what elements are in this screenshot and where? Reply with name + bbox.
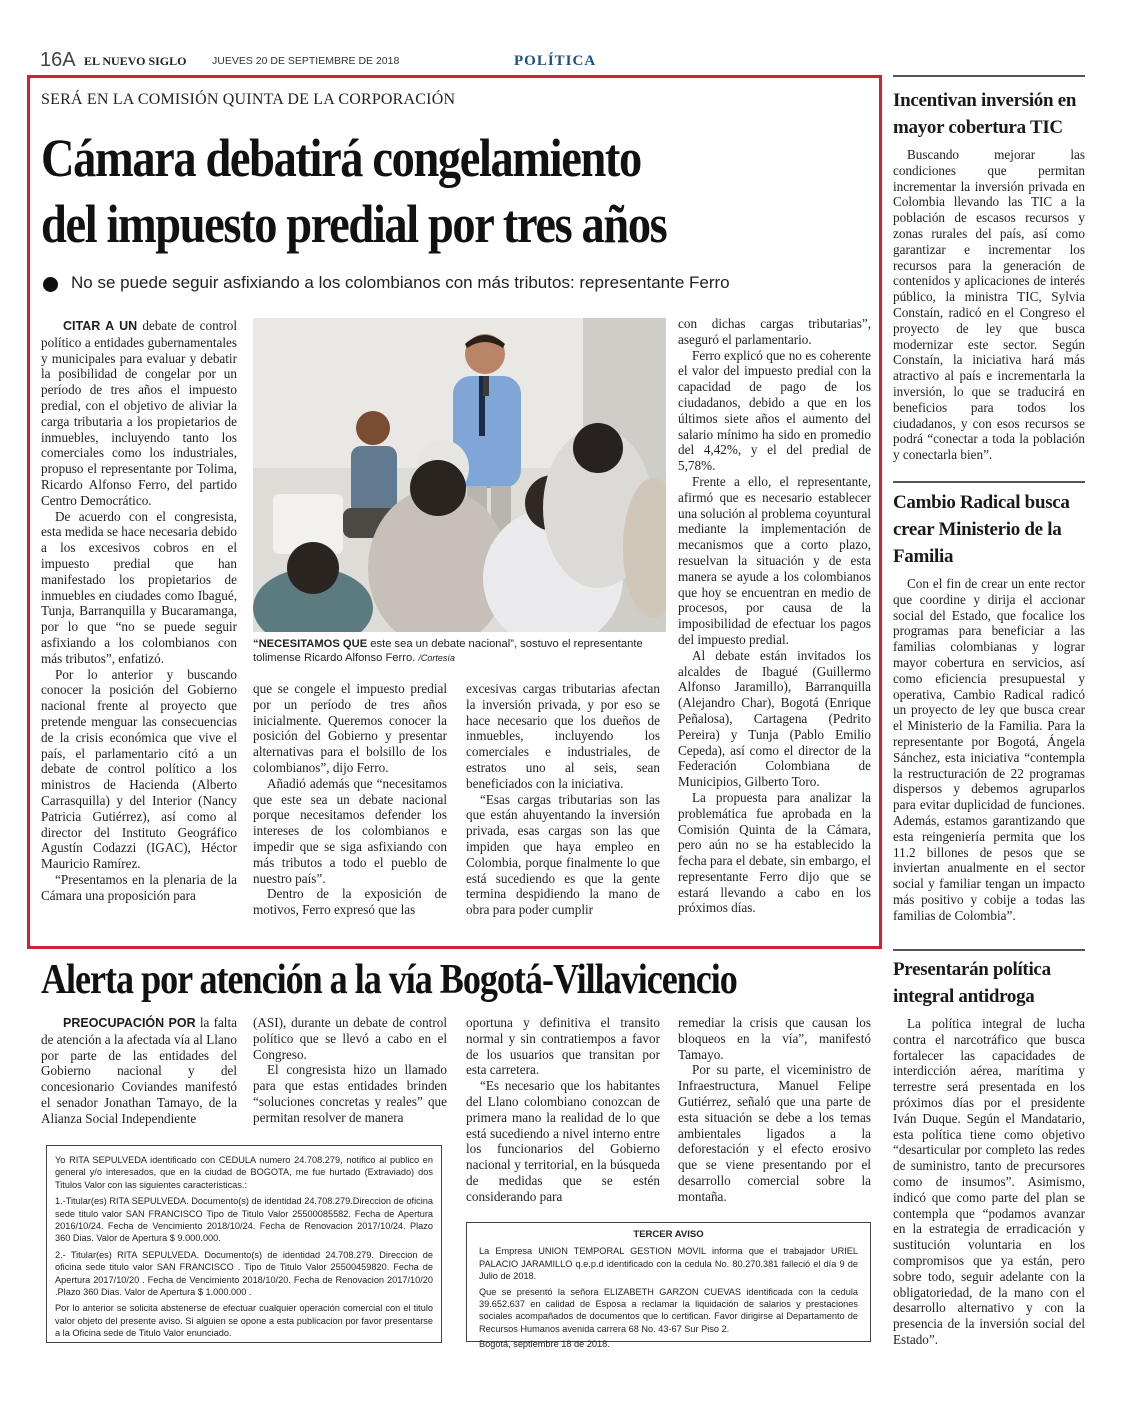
sidebar-brief-2: [893, 489, 1085, 924]
photo-credit: /Cortesía: [418, 653, 455, 663]
sidebar-rule-2: [893, 949, 1085, 951]
issue-date: JUEVES 20 DE SEPTIEMBRE DE 2018: [212, 55, 400, 67]
second-column-1: PREOCUPACIÓN POR la falta de atención a la afectada vía al Llano por parte de las entidades del Gobierno nacional y del concesionario Coviandes manifestó el senador Jonathan Tamayo, de la Alianza Social Independiente: [41, 1015, 237, 1126]
page-header: [40, 49, 1084, 73]
brief-title: Presentarán política integral antidroga: [893, 959, 1051, 1007]
caption-lead: “NECESITAMOS QUE: [253, 638, 368, 650]
sidebar-brief-3: [893, 956, 1085, 1348]
sidebar-brief-1: [893, 87, 1085, 463]
brief-title: Incentivan inversión en mayor cobertura TIC: [893, 90, 1077, 138]
event-photo-illustration: [253, 318, 666, 632]
brief-text: Con el fin de crear un ente rector que coordine y dirija el accionar social del Estado, que focalice los programas para beneficiar a las familias colombianas y lograr mayor cobertura en servicios, así como eficiencia presupuestal y operativa, Cambio Radical radicó un proyecto de ley que busca crear el Ministerio de la Familia. Para la representante por Bogotá, Ángela Sánchez, esta iniciativa “contempla la restructuración de 22 programas dispersos y debemos agruparlos para evitar duplicidad de funciones. Además, estamos garantizando que esta reingeniería permita que los 11.2 billones de pesos que se inviertan anualmente en el sector social y familiar tengan un impacto más positivo y cobije a todas las familias de Colombia”.: [893, 576, 1085, 923]
main-column-3: excesivas cargas tributarias afectan la inversión privada, y por eso se hace necesario que los dueños de inmuebles, incluyendo los comerciales e industriales, de estratos uno al seis, sean beneficiados con la iniciativa. “Esas cargas tributarias son las que están ahuyentando la inversión privada, esas cargas son las que impiden que haya empleo en Colombia, porque finalmente lo que está sucediendo es que la gente termina despidiendo la mano de obra para poder cumplir: [466, 681, 660, 918]
sidebar-rule-1: [893, 481, 1085, 483]
second-column-4: remediar la crisis que causan los bloqueos en la vía”, manifestó Tamayo. Por su parte, el viceministro de Infraestructura, Manuel Felipe Gutiérrez, señaló que una parte de esta situación se debe a los temas ambientales ligados a la deforestación y el efecto erosivo que se viene presentando por el desarrollo comercial sobre la montaña.: [678, 1015, 871, 1204]
headline-line-1: Cámara debatirá congelamiento: [41, 128, 641, 188]
section-name: POLÍTICA: [514, 53, 597, 69]
brief-title: Cambio Radical busca crear Ministerio de la Familia: [893, 492, 1070, 567]
brief-text: La política integral de lucha contra el narcotráfico que busca fortalecer las capacidades de interdicción aérea, marítima y terrestre será presentada en los próximos días por el presidente Iván Duque. Según el Mandatario, esta política tiene como objetivo “desarticular por completo las redes de suministro, tanto de precursores como de insumos”. Asimismo, indicó que como parte del plan se contempla que “podamos avanzar en la estrategia de erradicación y sustitución voluntaria en los compromisos que ya están, pero sobre todo, seguir adelante con la obligatoriedad, de la mano con el desarrollo alternativo y con la presencia de la inversión social del Estado”.: [893, 1016, 1085, 1347]
brief-text: Buscando mejorar las condiciones que permitan incrementar la inversión privada en Colombia llevando las TIC a la población de escasos recursos y zonas rurales del país, así como garantizar e incrementar los recursos para la generación de contenidos y aplicaciones de interés público, la ministra TIC, Sylvia Constaín, radicó en el Congreso el proyecto de ley que busca modernizar este sector. Según Constaín, la iniciativa hará más atractivo al país e incrementarla la inversión, lo que se traducirá en beneficios para todos los ciudadanos, y con esos recursos se podrá “conectar a toda la población y conectarla bien”.: [893, 147, 1085, 463]
lead-in: CITAR A UN: [63, 319, 138, 333]
main-kicker: SERÁ EN LA COMISIÓN QUINTA DE LA CORPORACIÓN: [41, 91, 456, 108]
headline-line-2: del impuesto predial por tres años: [41, 194, 667, 254]
bullet-icon: [43, 277, 58, 292]
second-column-3: oportuna y definitiva el transito normal y sin contratiempos a favor de los usuarios que transitan por esta carretera. “Es necesario que los habitantes del Llano colombiano conozcan de primera mano la realidad de lo que está sucediendo a nivel interno entre los funcionarios del Gobierno nacional y territorial, en la búsqueda de medidas que se estén considerando para: [466, 1015, 660, 1204]
newspaper-name: EL NUEVO SIGLO: [84, 54, 187, 68]
main-photo: [253, 318, 666, 632]
lead-in-2: PREOCUPACIÓN POR: [63, 1016, 196, 1030]
main-column-4: con dichas cargas tributarias”, aseguró el parlamentario. Ferro explicó que no es coherente el valor del impuesto predial con la capacidad de pago de los ciudadanos, debido a que en los últimos siete años el aumento del salario mínimo ha sido en promedio del 4,42%, y el del predial de 5,78%. Frente a ello, el representante, afirmó que es necesario establecer una solución al problema coyuntural mediante la implementación de mecanismos que a corto plazo, resuelvan la situación y de esta manera se ayude a los colombianos que hoy se encuentran en medio de procesos, por causa de la imposibilidad de efectuar los pagos del impuesto predial. Al debate están invitados los alcaldes de Ibagué (Guillermo Alfonso Jaramillo), Barranquilla (Alejandro Char), Bogotá (Enrique Peñalosa), Cartagena (Pedrito Pereira) y Tunja (Pablo Emilio Cepeda), así como el director de la Federación Colombiana de Municipios, Gilberto Toro. La propuesta para analizar la problemática fue aprobada en la Comisión Quinta de la Cámara, pero aún no se ha establecido la fecha para el debate, sin embargo, el representante Ferro dijo que se estará llevando a cabo en los próximos días.: [678, 316, 871, 916]
main-column-2: que se congele el impuesto predial por un período de tres años inicialmente. Queremos conocer la posición del Gobierno y presentar alternativas para el bolsillo de los colombianos”, dijo Ferro. Añadió además que “necesitamos que este sea un debate nacional porque necesitamos defender los intereses de los colombianos e impedir que se siga asfixiando con más tributos a todo el pueblo de nuestro país”. Dentro de la exposición de motivos, Ferro expresó que las: [253, 681, 447, 918]
photo-caption: “NECESITAMOS QUE este sea un debate nacional”, sostuvo el representante tolimense Ricardo Alfonso Ferro. /Cortesía: [253, 638, 643, 664]
second-headline: Alerta por atención a la vía Bogotá-Villavicencio: [41, 957, 737, 1003]
sidebar-top-rule: [893, 75, 1085, 77]
page-number: 16A: [40, 49, 76, 71]
deck: [41, 273, 871, 297]
notice-title: TERCER AVISO: [633, 1229, 704, 1240]
legal-notice-right: TERCER AVISO La Empresa UNION TEMPORAL GESTION MOVIL informa que el trabajador URIEL PALACIO JARAMILLO q.e.p.d identificado con la cedula No. 80.270.381 falleció el día 9 de Julio de 2018. Que se presentó la señora ELIZABETH GARZON CUEVAS identificada con la cedula 39.652.637 en calidad de Esposa a reclamar la liquidación de salarios y prestaciones sociales acompañados de documentos que lo certifican. Favor dirigirse al Departamento de Recursos Humanos avenida carrera 68 No. 43-67 Sur Piso 2. Bogotá, septiembre 18 de 2018.: [466, 1222, 871, 1342]
main-column-1: CITAR A UN debate de control político a entidades gubernamentales y municipales para evaluar y debatir la posibilidad de congelar por un período de tres años el impuesto predial, con el objetivo de aliviar la carga tributaria a los propietarios de inmuebles, incluyendo tanto los comerciales como los industriales, propuso el representante por Tolima, Ricardo Alfonso Ferro, del partido Centro Democrático. De acuerdo con el congresista, esta medida se hace necesaria debido a los excesivos cobros en el impuesto predial que han manifestado los propietarios de inmuebles en ciudades como Ibagué, Tunja, Barranquilla y Bucaramanga, por lo que “no se puede seguir asfixiando a los colombianos con más tributos”, enfatizó. Por lo anterior y buscando conocer la posición del Gobierno nacional frente al proyecto que pretende menguar las consecuencias de la crisis económica que vive el país, el parlamentario citó a un debate de control político a los ministros de Hacienda (Alberto Carrasquilla) y del Interior (Nancy Patricia Gutiérrez), así como al director del Instituto Geográfico Agustín Codazzi (IGAC), Héctor Mauricio Ramírez. “Presentamos en la plenaria de la Cámara una proposición para: [41, 318, 237, 903]
main-headline: [41, 125, 755, 257]
deck-text: No se puede seguir asfixiando a los colombianos con más tributos: representante Ferro: [71, 273, 730, 292]
legal-notice-left: Yo RITA SEPULVEDA identificado con CEDULA numero 24.708.279, notifico al publico en general y/o interesados, que en la ciudad de BOGOTA, me fue hurtado (Extraviado) dos Titulos Valor con las siguientes caracteristicas.: 1.-Titular(es) RITA SEPULVEDA. Documento(s) de identidad 24.708.279.Direccion de oficina sede titulo valor SAN FRANCISCO Tipo de Titulo Valor 25500085582. Fecha de Apertura 2016/10/24. Fecha de Vencimiento 2018/10/24. Fecha de Renovacion 2017/10/24. Plazo 360 Dias. Valor de Apertura $ 9.000.000. 2.- Titular(es) RITA SEPULVEDA. Documento(s) de identidad 24.708.279. Direccion de oficina sede titulo valor SAN FRANCISCO . Tipo de Titulo Valor 25500459820. Fecha de Apertura 2017/10/20 . Fecha de Vencimiento 2018/10/20. Fecha de Renovacion 2017/10/20 .Plazo 360 Dias. Valor de Apertura $ 1.000.000 . Por lo anterior se solicita abstenerse de efectuar cualquier operación comercial con el titulo valor objeto del presente aviso. Si alguien se opone a esta publicacion por favor presentarse a la Oficina sede de Titulo Valor enunciado.: [46, 1145, 442, 1343]
second-column-2: (ASI), durante un debate de control político que se llevó a cabo en el Congreso. El congresista hizo un llamado para que estas entidades brinden “soluciones concretas y reales” que permitan resolver de manera: [253, 1015, 447, 1125]
